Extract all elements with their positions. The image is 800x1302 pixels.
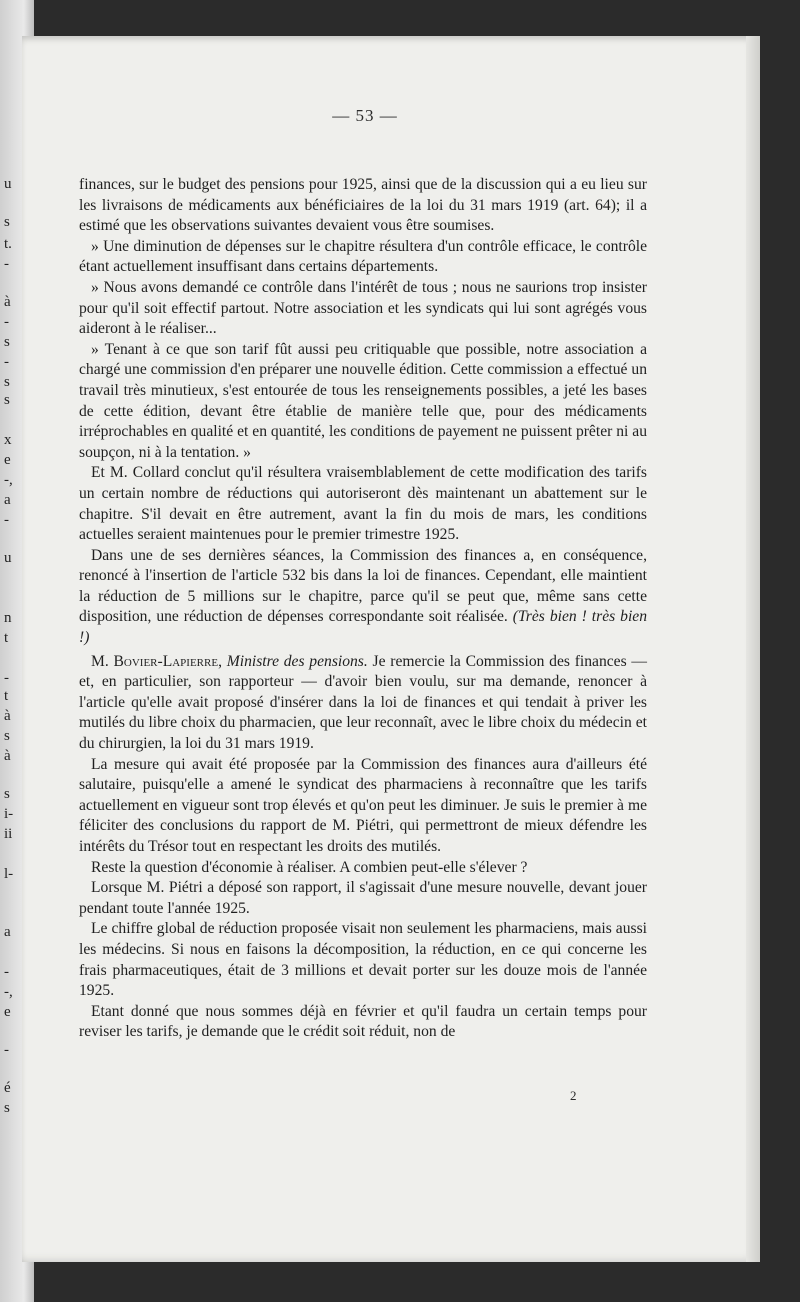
page-edge-shadow bbox=[746, 36, 760, 1262]
margin-fragment: t bbox=[4, 630, 9, 646]
margin-fragment: ii bbox=[4, 826, 13, 842]
paragraph: » Une diminution de dépenses sur le chapitre résultera d'un contrôle efficace, le contrôle étant actuellement insuffisant dans certains départements. bbox=[79, 237, 647, 276]
margin-fragment: s bbox=[4, 1100, 10, 1116]
margin-fragment: l- bbox=[4, 866, 14, 882]
margin-fragment: t bbox=[4, 688, 9, 704]
margin-fragment: - bbox=[4, 670, 9, 686]
margin-fragment: - bbox=[4, 314, 9, 330]
margin-fragment: à bbox=[4, 708, 11, 724]
margin-fragment: n bbox=[4, 610, 12, 626]
paragraph: Le chiffre global de réduction proposée visait non seulement les pharmaciens, mais aussi les médecins. Si nous en faisons la décomposition, la réduction, en ce qui concerne les frais pharmaceutiques, était de 3 millions et devait porter sur les douze mois de l'année 1925. bbox=[79, 920, 647, 1000]
paragraph: Etant donné que nous sommes déjà en février et qu'il faudra un certain temps pour reviser les tarifs, je demande que le crédit soit réduit, non de bbox=[79, 1002, 647, 1041]
margin-fragment: - bbox=[4, 964, 9, 980]
signature-mark: 2 bbox=[570, 1088, 577, 1103]
minister-paragraph bbox=[79, 652, 647, 755]
speaker-name: M. Bovier-Lapierre, bbox=[91, 652, 222, 670]
margin-fragment: s bbox=[4, 392, 10, 408]
paragraph: La mesure qui avait été proposée par la Commission des finances aura d'ailleurs été salutaire, puisqu'elle a amené le syndicat des pharmaciens à reconnaître que les tarifs actuellement en vigueur sont trop élevés et qu'on peut les diminuer. Je suis le premier à me féliciter des conclusions du rapport de M. Piétri, qui permettront de mieux défendre les intérêts du Trésor tout en respectant les droits des mutilés. bbox=[79, 755, 647, 855]
margin-fragment: s bbox=[4, 334, 10, 350]
margin-fragment: e bbox=[4, 452, 11, 468]
margin-fragment: -, bbox=[4, 984, 13, 1000]
margin-fragment: -, bbox=[4, 472, 13, 488]
margin-fragment: e bbox=[4, 1004, 11, 1020]
margin-fragment: s bbox=[4, 728, 10, 744]
margin-fragment: - bbox=[4, 1042, 9, 1058]
page-body bbox=[79, 175, 647, 1043]
page-number: — 53 — bbox=[332, 106, 398, 125]
margin-fragment: s bbox=[4, 214, 10, 230]
margin-fragment: - bbox=[4, 512, 9, 528]
margin-fragment: t. bbox=[4, 236, 12, 252]
margin-fragment: s bbox=[4, 786, 10, 802]
paragraph: Lorsque M. Piétri a déposé son rapport, il s'agissait d'une mesure nouvelle, devant jouer pendant toute l'année 1925. bbox=[79, 879, 647, 917]
speech-text: Je remercie la Commission des finances — et, en particulier, son rapporteur — d'avoir bien voulu, sur ma demande, renoncer à l'article qu'elle avait proposé d'insérer dans la loi de finances et qui tendait à priver les mutilés du libre choix du pharmacien, que leur reconnaît, avec le libre choix du médecin et du chirurgien, la loi du 31 mars 1919. bbox=[79, 652, 648, 753]
margin-fragment: a bbox=[4, 924, 11, 940]
margin-fragment: u bbox=[4, 550, 12, 566]
paragraph: Et M. Collard conclut qu'il résultera vraisemblablement de cette modification des tarifs un certain nombre de réductions qui autoriseront dès maintenant un abattement sur le chapitre. S'il devait en être autrement, avant la fin du mois de mars, les conditions actuelles seraient maintenues pour le premier trimestre 1925. bbox=[79, 464, 647, 544]
paragraph: finances, sur le budget des pensions pour 1925, ainsi que de la discussion qui a eu lieu sur les livraisons de médicaments aux bénéficiaires de la loi du 31 mars 1919 (art. 64); il a estimé que les observations suivantes devaient vous être soumises. bbox=[79, 176, 647, 235]
margin-fragment: a bbox=[4, 492, 11, 508]
applause-note: (Très bien ! très bien !) bbox=[79, 608, 648, 647]
margin-fragment: - bbox=[4, 256, 9, 272]
paragraph-text: Dans une de ses dernières séances, la Commission des finances a, en conséquence, renoncé à l'insertion de l'article 532 bis dans la loi de finances. Cependant, elle maintient la réduction de 5 millions sur le chapitre, parce qu'il se peut que, même sans cette disposition, une réduction de dépenses correspondante soit réalisée. bbox=[79, 546, 647, 626]
margin-fragment: x bbox=[4, 432, 12, 448]
margin-fragment: à bbox=[4, 748, 11, 764]
margin-fragment: u bbox=[4, 176, 12, 192]
margin-fragment: - bbox=[4, 354, 9, 370]
paragraph: » Tenant à ce que son tarif fût aussi peu critiquable que possible, notre association a chargé une commission d'en préparer une nouvelle édition. Cette commission a effectué un travail très minutieux, s'est entourée de tous les renseignements possibles, a jeté les bases de cette édition, devant être établie de manière telle que, pour des médicaments irréprochables en qualité et en quantité, les conditions de payement ne puissent prêter ni au soupçon, ni à la tentation. » bbox=[79, 340, 647, 461]
paragraph: » Nous avons demandé ce contrôle dans l'intérêt de tous ; nous ne saurions trop insister pour qu'il soit effectif partout. Notre association et les syndicats qui lui sont agrégés vous aideront à le réaliser... bbox=[79, 278, 647, 338]
margin-fragment: à bbox=[4, 294, 11, 310]
margin-fragment: i- bbox=[4, 806, 14, 822]
paragraph bbox=[79, 546, 647, 649]
speaker-title: Ministre des pensions. bbox=[226, 652, 368, 670]
paragraph: Reste la question d'économie à réaliser. A combien peut-elle s'élever ? bbox=[91, 858, 528, 876]
margin-fragment: é bbox=[4, 1080, 11, 1096]
margin-fragment: s bbox=[4, 374, 10, 390]
